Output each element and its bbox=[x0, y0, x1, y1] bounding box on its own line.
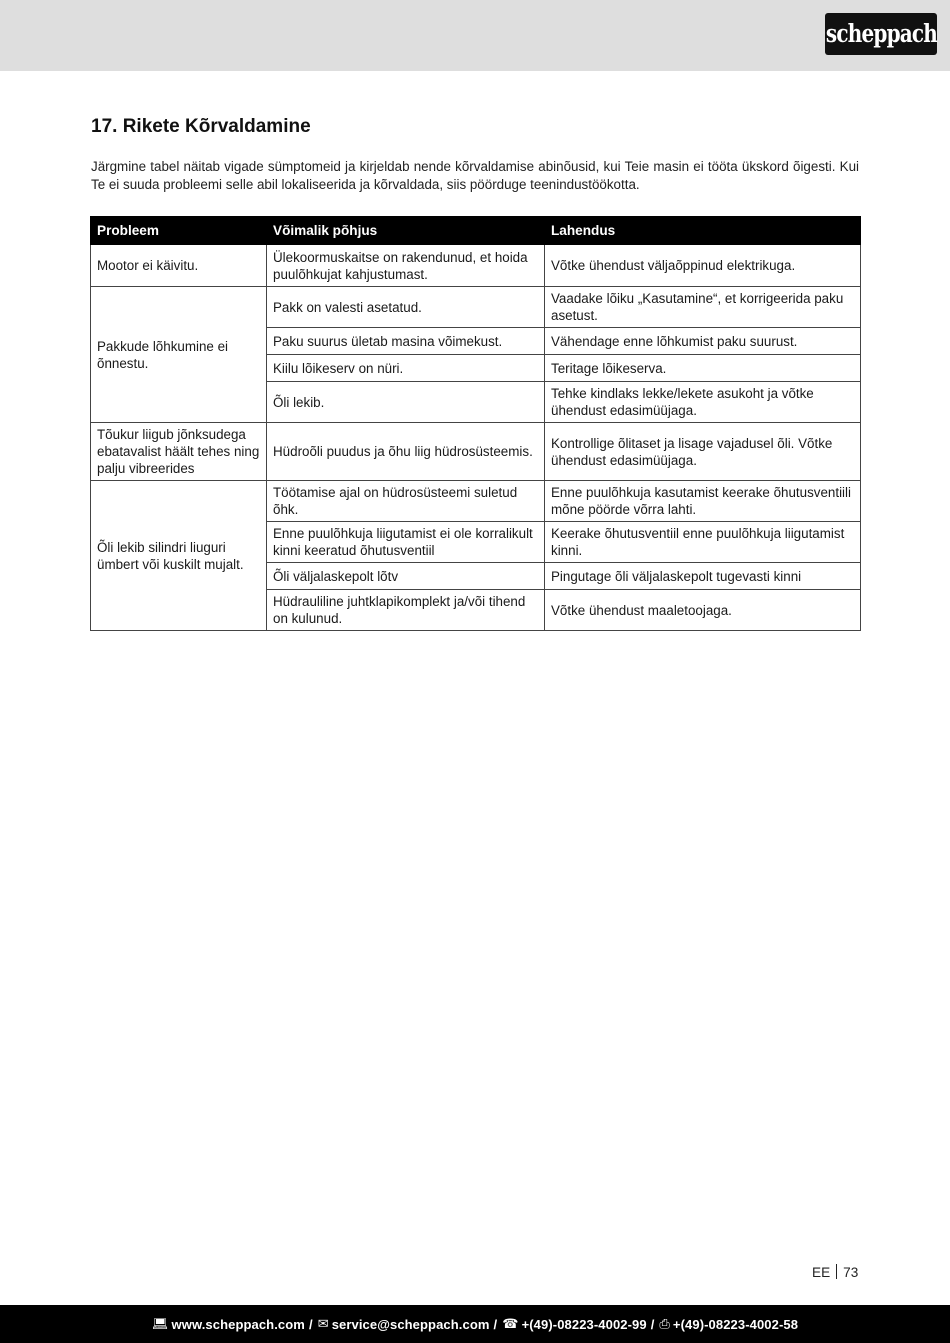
footer-separator: / bbox=[493, 1316, 498, 1332]
footer-separator: / bbox=[650, 1316, 655, 1332]
table-row bbox=[91, 245, 861, 287]
cause-cell: Paku suurus ületab masina võimekust. bbox=[267, 328, 545, 355]
cause-cell: Enne puulõhkuja liigutamist ei ole korralikult kinni keeratud õhutusventiil bbox=[267, 522, 545, 563]
troubleshooting-table bbox=[90, 216, 861, 631]
solution-cell: Enne puulõhkuja kasutamist keerake õhutusventiili mõne pöörde võrra lahti. bbox=[545, 481, 861, 522]
header-problem: Probleem bbox=[91, 217, 267, 245]
cause-cell: Kiilu lõikeserv on nüri. bbox=[267, 355, 545, 382]
footer-bar bbox=[0, 1305, 950, 1343]
footer-fax: +(49)-08223-4002-58 bbox=[672, 1316, 799, 1332]
cause-cell: Ülekoormuskaitse on rakendunud, et hoida puulõhkujat kahjustumast. bbox=[267, 245, 545, 287]
footer-separator: / bbox=[308, 1316, 313, 1332]
table-row bbox=[91, 481, 861, 522]
cause-cell: Õli väljalaskepolt lõtv bbox=[267, 563, 545, 590]
solution-cell: Kontrollige õlitaset ja lisage vajadusel õli. Võtke ühendust edasimüüjaga. bbox=[545, 423, 861, 481]
problem-cell: Mootor ei käivitu. bbox=[91, 245, 267, 287]
solution-cell: Tehke kindlaks lekke/lekete asukoht ja võtke ühendust edasimüüjaga. bbox=[545, 382, 861, 423]
table-row bbox=[91, 423, 861, 481]
computer-icon: 💻︎ bbox=[151, 1316, 169, 1331]
intro-paragraph: Järgmine tabel näitab vigade sümptomeid ja kirjeldab nende kõrvaldamise abinõusid, kui Teie masin ei tööta ükskord õigesti. Kui Te ei suuda probleemi selle abil lokaliseerida ja kõrvaldada, siis pöörduge teenindustöökotta. bbox=[91, 159, 859, 192]
footer-website[interactable]: www.scheppach.com bbox=[171, 1316, 305, 1332]
footer-phone: +(49)-08223-4002-99 bbox=[521, 1316, 647, 1332]
table-header-row bbox=[91, 217, 861, 245]
section-title: 17. Rikete Kõrvaldamine bbox=[91, 116, 311, 137]
solution-cell: Keerake õhutusventiil enne puulõhkuja liigutamist kinni. bbox=[545, 522, 861, 563]
cause-cell: Hüdroõli puudus ja õhu liig hüdrosüsteemis. bbox=[267, 423, 545, 481]
problem-cell: Õli lekib silindri liuguri ümbert või kuskilt mujalt. bbox=[91, 481, 267, 631]
header-cause: Võimalik põhjus bbox=[267, 217, 545, 245]
solution-cell: Pingutage õli väljalaskepolt tugevasti kinni bbox=[545, 563, 861, 590]
cause-cell: Hüdrauliline juhtklapikomplekt ja/või tihend on kulunud. bbox=[267, 590, 545, 631]
solution-cell: Vaadake lõiku „Kasutamine“, et korrigeerida paku asetust. bbox=[545, 287, 861, 328]
cause-cell: Pakk on valesti asetatud. bbox=[267, 287, 545, 328]
scheppach-logo bbox=[825, 13, 937, 55]
header-solution: Lahendus bbox=[545, 217, 861, 245]
header-band bbox=[0, 0, 950, 71]
logo-text: scheppach bbox=[825, 18, 937, 48]
page-number-value: 73 bbox=[843, 1265, 859, 1280]
solution-cell: Võtke ühendust maaletoojaga. bbox=[545, 590, 861, 631]
solution-cell: Võtke ühendust väljaõppinud elektrikuga. bbox=[545, 245, 861, 287]
table-row bbox=[91, 287, 861, 328]
solution-cell: Teritage lõikeserva. bbox=[545, 355, 861, 382]
page-number bbox=[812, 1264, 858, 1280]
footer-email[interactable]: service@scheppach.com bbox=[331, 1316, 490, 1332]
page-separator bbox=[836, 1264, 837, 1279]
mail-icon: ✉︎ bbox=[317, 1316, 329, 1331]
solution-cell: Vähendage enne lõhkumist paku suurust. bbox=[545, 328, 861, 355]
problem-cell: Pakkude lõhkumine ei õnnestu. bbox=[91, 287, 267, 423]
cause-cell: Õli lekib. bbox=[267, 382, 545, 423]
problem-cell: Tõukur liigub jõnksudega ebatavalist häält tehes ning palju vibreerides bbox=[91, 423, 267, 481]
phone-icon: ☎ bbox=[502, 1316, 519, 1331]
page-language: EE bbox=[812, 1265, 831, 1280]
fax-icon: ⎙ bbox=[659, 1316, 670, 1331]
cause-cell: Töötamise ajal on hüdrosüsteemi suletud õhk. bbox=[267, 481, 545, 522]
